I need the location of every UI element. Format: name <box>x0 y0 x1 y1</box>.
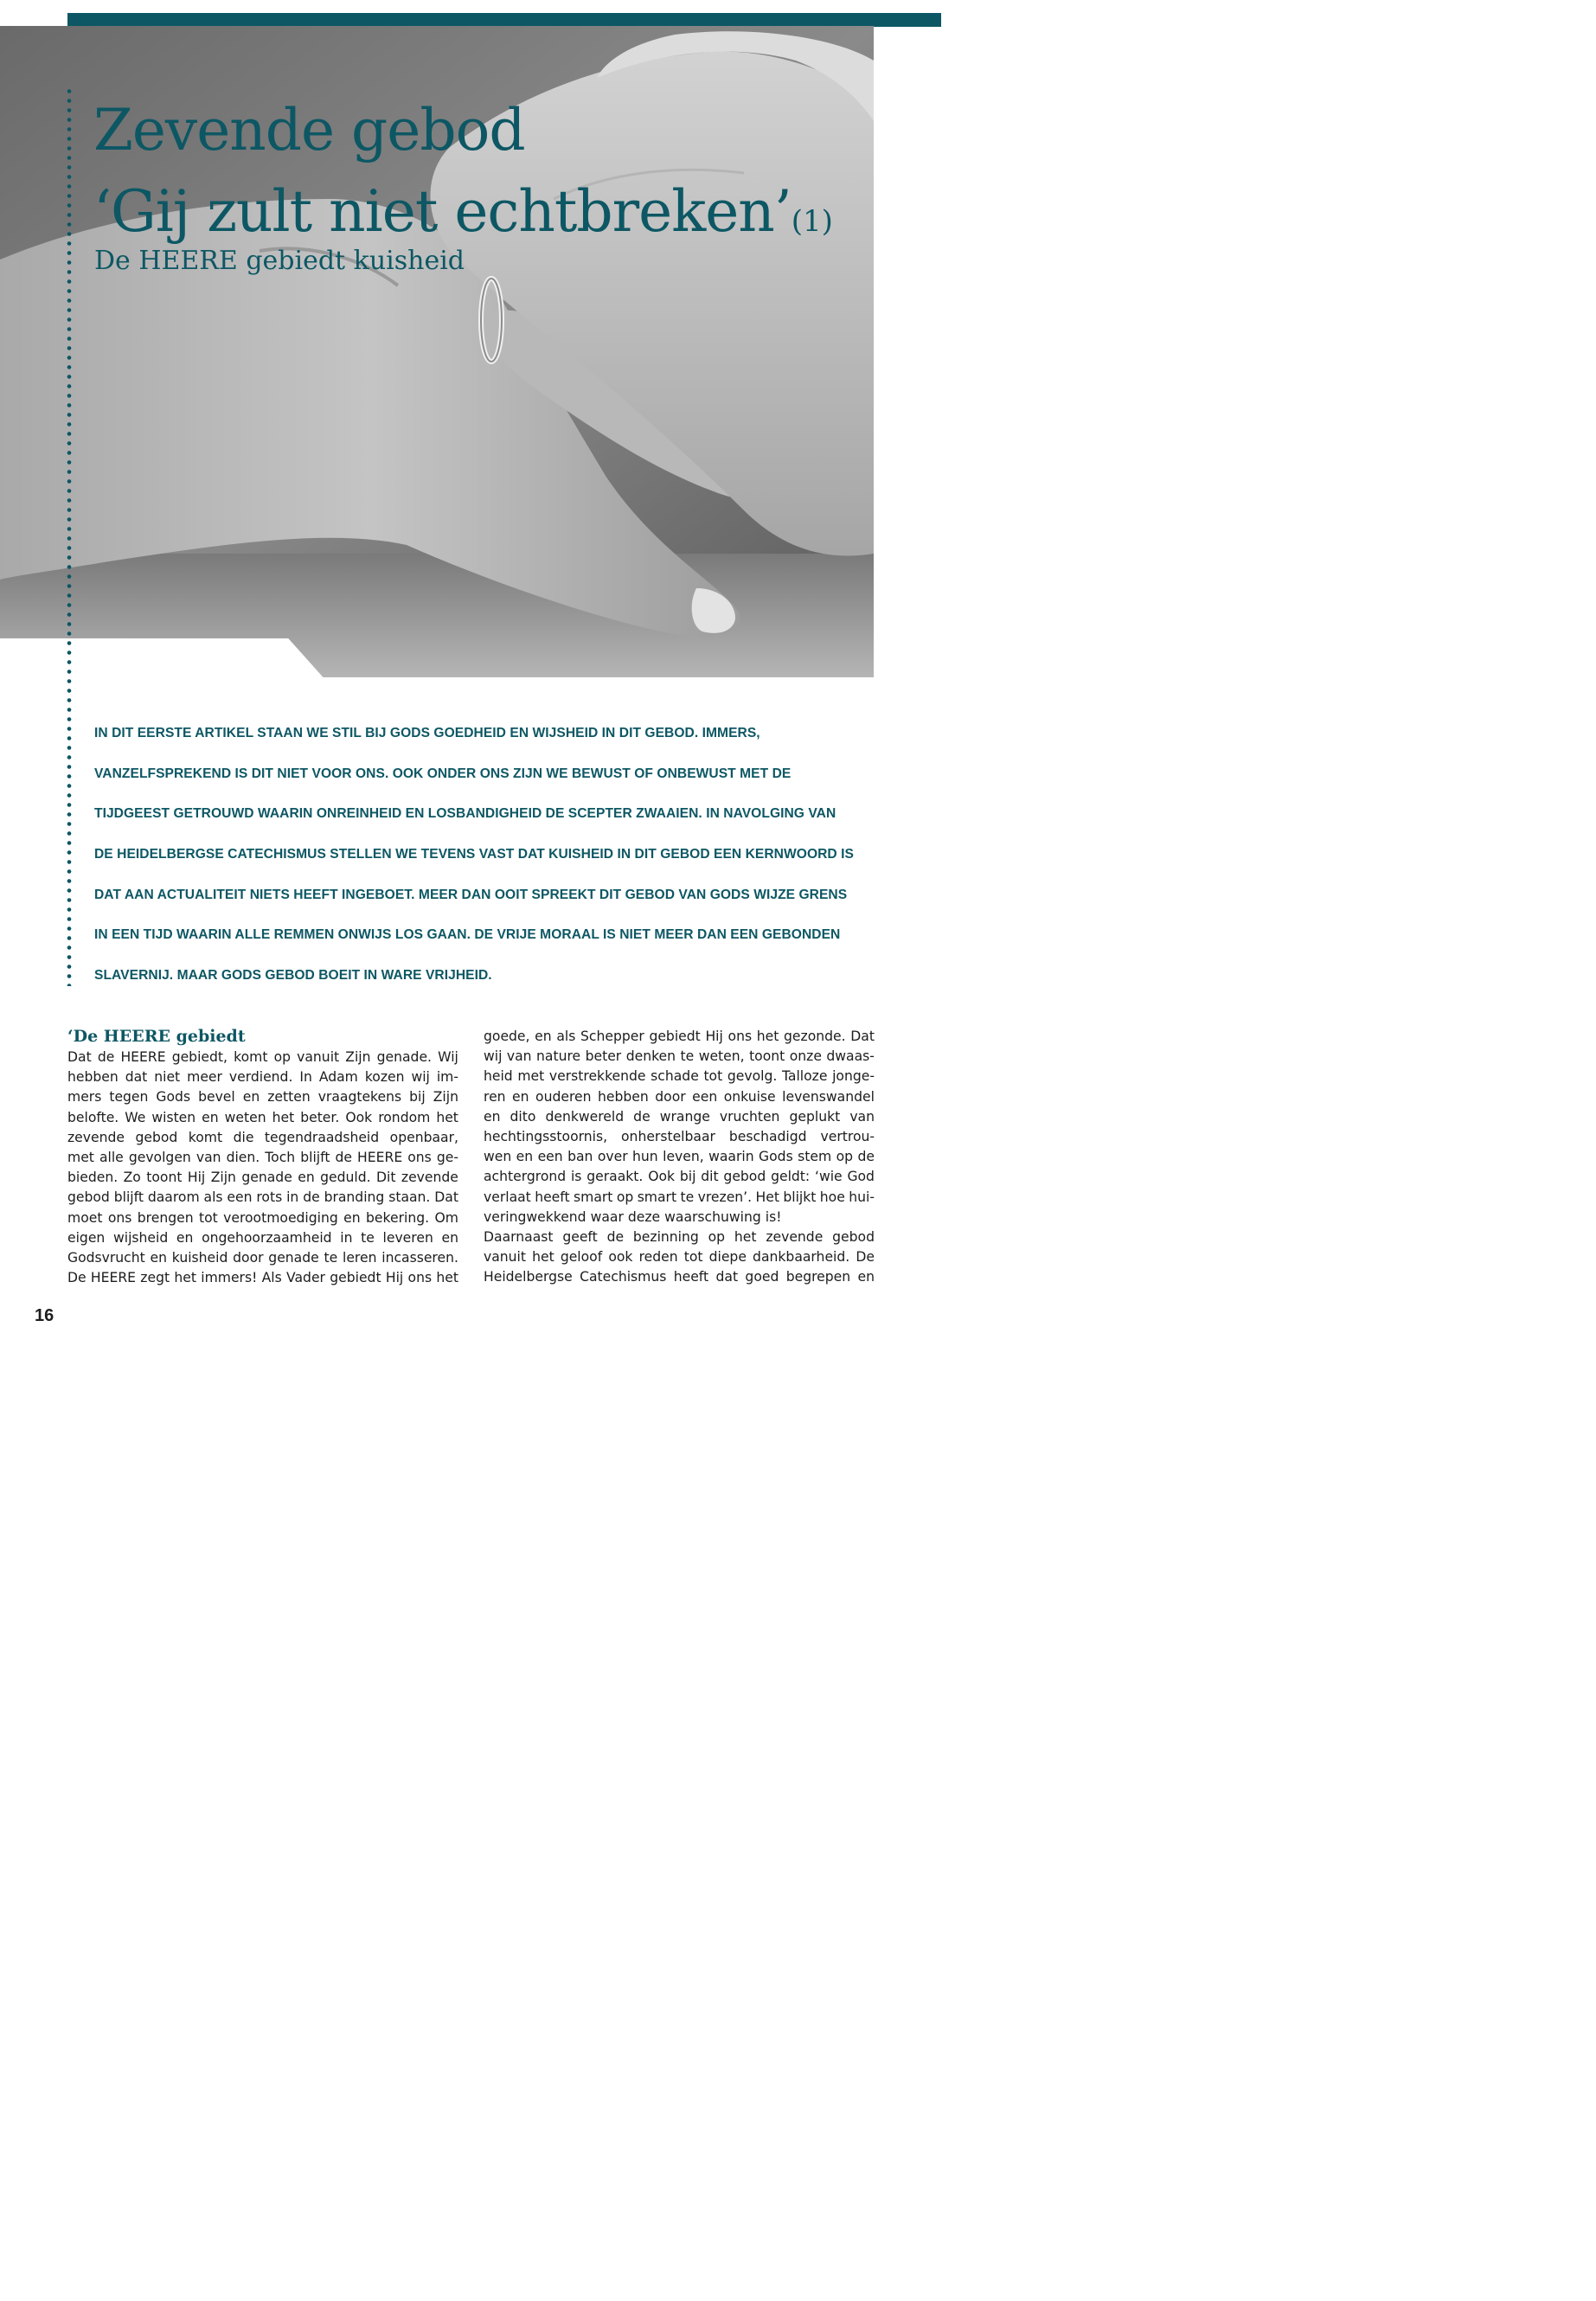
body-line: goede, en als Schepper gebiedt Hij ons het gezonde. Dat <box>484 1029 875 1044</box>
body-line: moet ons brengen tot verootmoediging en bekering. Om <box>67 1209 458 1226</box>
intro-line: VANZELFSPREKEND IS DIT NIET VOOR ONS. OOK ONDER ONS ZIJN WE BEWUST OF ONBEWUST MET DE <box>94 766 792 781</box>
body-line: bieden. Zo toont Hij Zijn genade en geduld. Dit zevende <box>67 1170 458 1186</box>
article-subtitle: De HEERE gebiedt kuisheid <box>94 246 465 276</box>
body-line: Heidelbergse Catechismus heeft dat goed begrepen en <box>484 1269 875 1285</box>
article-title-line-1: Zevende gebod <box>93 97 525 163</box>
body-line: mers tegen Gods bevel en zetten vraagtekens bij Zijn <box>67 1089 458 1106</box>
intro-line: IN EEN TIJD WAARIN ALLE REMMEN ONWIJS LOS GAAN. DE VRIJE MORAAL IS NIET MEER DAN EEN GEBONDEN <box>94 927 841 943</box>
body-line: en dito denkwereld de wrange vruchten geplukt van <box>484 1108 875 1125</box>
body-line: Godsvrucht en kuisheid door genade te leren incasseren. <box>67 1249 458 1266</box>
intro-line: DAT AAN ACTUALITEIT NIETS HEEFT INGEBOET. MEER DAN OOIT SPREEKT DIT GEBOD VAN GODS WIJZE GRENS <box>94 887 848 902</box>
intro-line: IN DIT EERSTE ARTIKEL STAAN WE STIL BIJ GODS GOEDHEID EN WIJSHEID IN DIT GEBOD. IMMERS, <box>94 726 760 740</box>
body-line: eigen wijsheid en ongehoorzaamheid in te leveren en <box>67 1229 458 1246</box>
body-line: vanuit het geloof ook reden tot diepe dankbaarheid. De <box>484 1249 875 1266</box>
article-part-number: (1) <box>791 204 833 239</box>
body-line: verlaat heeft smart op smart te vrezen’. Het blijkt hoe hui- <box>484 1189 875 1205</box>
body-column-left <box>67 1025 458 1288</box>
article-title-line-2 <box>93 178 833 245</box>
body-line: Dat de HEERE gebiedt, komt op vanuit Zijn genade. Wij <box>67 1049 458 1065</box>
intro-line: DE HEIDELBERGSE CATECHISMUS STELLEN WE TEVENS VAST DAT KUISHEID IN DIT GEBOD EEN KERNWOORD IS <box>94 847 854 862</box>
dotted-divider <box>67 87 72 986</box>
body-line: zevende gebod komt die tegendraadsheid openbaar, <box>67 1129 458 1145</box>
body-line: belofte. We wisten en weten het beter. Ook rondom het <box>67 1109 458 1125</box>
intro-line: TIJDGEEST GETROUWD WAARIN ONREINHEID EN LOSBANDIGHEID DE SCEPTER ZWAAIEN. IN NAVOLGING VAN <box>94 806 836 822</box>
body-line: hebben dat niet meer verdiend. In Adam kozen wij im- <box>67 1069 458 1086</box>
body-line: met alle gevolgen van dien. Toch blijft de HEERE ons ge- <box>67 1149 458 1165</box>
body-line: heid met verstrekkende schade tot gevolg. Talloze jonge- <box>484 1068 875 1085</box>
body-line: wij van nature beter denken te weten, toont onze dwaas- <box>484 1048 875 1065</box>
body-line: Daarnaast geeft de bezinning op het zevende gebod <box>484 1228 875 1245</box>
body-line: hechtingsstoornis, onherstelbaar beschadigd vertrou- <box>484 1128 875 1144</box>
body-line: De HEERE zegt het immers! Als Vader gebiedt Hij ons het <box>67 1270 458 1286</box>
body-column-right <box>484 1027 875 1287</box>
section-heading: ‘De HEERE gebiedt <box>67 1027 246 1046</box>
body-line: achtergrond is geraakt. Ook bij dit gebod geldt: ‘wie God <box>484 1169 875 1185</box>
body-line: ren en ouderen hebben door een onkuise levenswandel <box>484 1088 875 1105</box>
intro-paragraph <box>94 723 873 1006</box>
body-line: gebod blijft daarom als een rots in de branding staan. Dat <box>67 1189 458 1206</box>
body-line: veringwekkend waar deze waarschuwing is! <box>484 1208 782 1225</box>
page-number: 16 <box>35 1306 54 1325</box>
intro-line: SLAVERNIJ. MAAR GODS GEBOD BOEIT IN WARE VRIJHEID. <box>94 968 492 984</box>
article-title-text: ‘Gij zult niet echtbreken’ <box>93 178 792 245</box>
body-line: wen en een ban over hun leven, waarin Gods stem op de <box>484 1149 875 1165</box>
